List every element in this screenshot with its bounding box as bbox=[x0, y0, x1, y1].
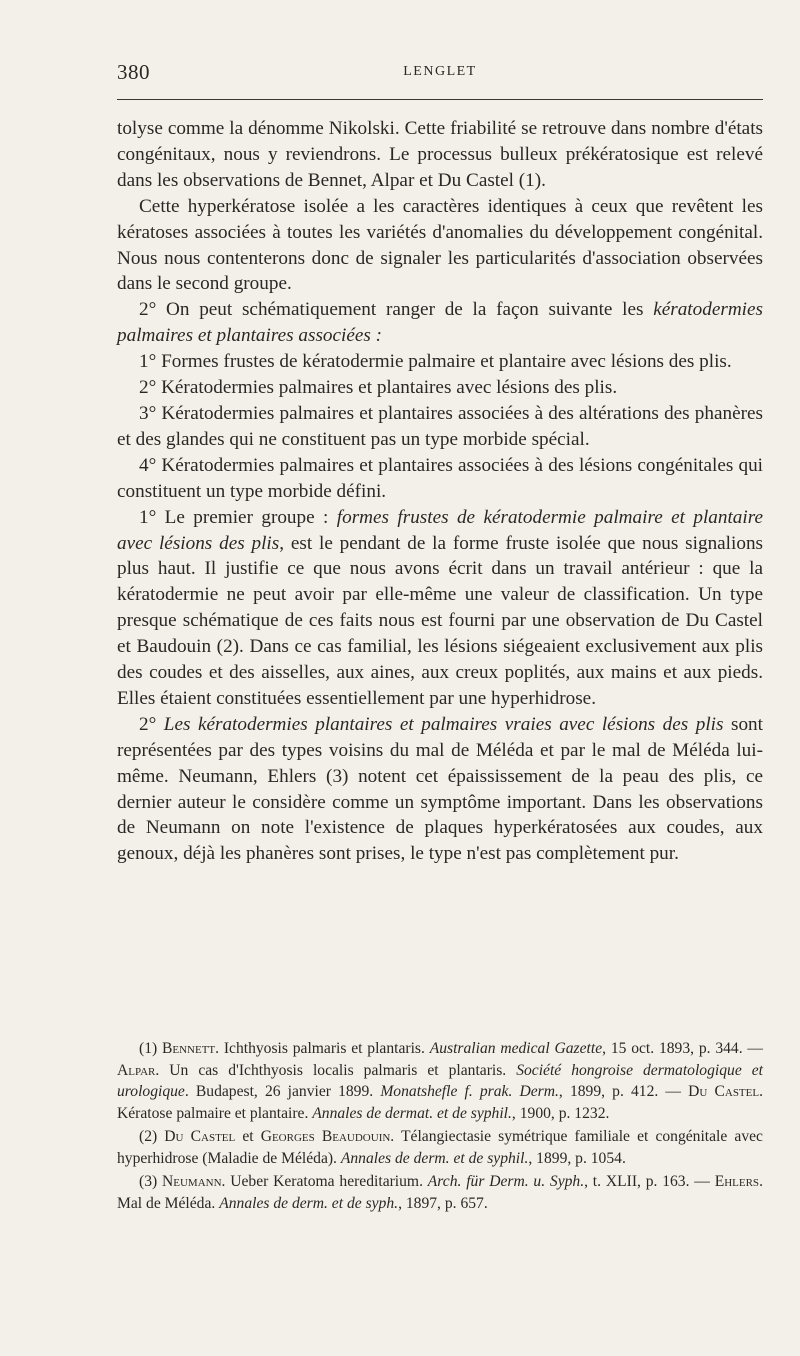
author-name: Du Castel bbox=[688, 1083, 760, 1100]
author-name: Georges Beaudouin bbox=[260, 1128, 391, 1145]
page-number: 380 bbox=[117, 60, 150, 84]
list-item: 2° Kératodermies palmaires et plantaires avec lésions des plis. bbox=[139, 377, 618, 399]
paragraph: tolyse comme la dénomme Nikolski. Cette friabilité se retrouve dans nombre d'états congénitaux, nous y reviendrons. Le processus bulleux prékératosique est relevé dans les observations de Bennet, Alpar et Du Castel (1). bbox=[117, 118, 763, 191]
text-run: . Budapest, 26 janvier 1899. bbox=[184, 1083, 381, 1100]
paragraph: Cette hyperkératose isolée a les caractères identiques à ceux que revêtent les kératoses associées à toutes les variétés d'anomalies du développement congénital. Nous nous contenterons donc de signaler les particularités d'association observées dans le second groupe. bbox=[117, 195, 763, 295]
list-item: 4° Kératodermies palmaires et plantaires associées à des lésions congénitales qui constituent un type morbide défini. bbox=[117, 454, 763, 502]
paragraph bbox=[117, 712, 763, 867]
footnote-number: (1) bbox=[139, 1040, 162, 1057]
footnotes bbox=[117, 1038, 763, 1216]
text-run: . Ichthyosis palmaris et plantaris. bbox=[215, 1040, 430, 1057]
journal-title: Annales de derm. et de syphil. bbox=[340, 1149, 529, 1167]
body-text bbox=[117, 116, 763, 867]
text-run: , 1900, p. 1232. bbox=[511, 1104, 610, 1122]
author-name: Ehlers bbox=[714, 1173, 760, 1190]
text-run: . Ueber Keratoma hereditarium. bbox=[221, 1173, 428, 1190]
text-run: , 1899, p. 1054. bbox=[528, 1149, 626, 1167]
text-run: , t. XLII, p. 163. — bbox=[584, 1173, 715, 1190]
footnote-1 bbox=[117, 1038, 763, 1124]
journal-title: Arch. für Derm. u. Syph. bbox=[427, 1173, 585, 1190]
italic-text: formes frustes de kératodermie palmaire et plantaire avec lésions des plis bbox=[117, 506, 764, 554]
author-name: Neumann bbox=[161, 1173, 222, 1190]
header-rule bbox=[117, 99, 763, 100]
text-run: . Kératose palmaire et plantaire. bbox=[117, 1083, 764, 1122]
text-run: . Télangiectasie symétrique familiale et congénitale avec hyperhidrose (Maladie de Méléda). bbox=[117, 1128, 763, 1167]
text-run: et bbox=[235, 1128, 261, 1145]
journal-title: Société hongroise dermatologique et urologique bbox=[117, 1061, 764, 1100]
journal-title: Australian medical Gazette bbox=[429, 1040, 603, 1057]
paragraph bbox=[117, 297, 763, 349]
text-run: 2° bbox=[139, 713, 164, 735]
footnote-2 bbox=[117, 1126, 763, 1169]
footnote-number: (2) bbox=[139, 1128, 165, 1145]
text-run: . Un cas d'Ichthyosis localis palmaris et plantaris. bbox=[155, 1061, 517, 1079]
text-run: 2° On peut schématiquement ranger de la façon suivante les bbox=[139, 299, 654, 321]
journal-title: Annales de dermat. et de syphil. bbox=[312, 1104, 512, 1122]
text-run: 1° Le premier groupe : bbox=[139, 506, 337, 528]
text-run: , 1897, p. 657. bbox=[398, 1194, 488, 1212]
text-run: , 1899, p. 412. — bbox=[558, 1083, 689, 1100]
journal-title: Monatshefle f. prak. Derm. bbox=[380, 1083, 559, 1100]
running-head: LENGLET bbox=[403, 64, 477, 79]
journal-title: Annales de derm. et de syph. bbox=[219, 1194, 399, 1212]
author-name: Alpar bbox=[117, 1061, 156, 1079]
text-run: . Mal de Méléda. bbox=[117, 1173, 763, 1212]
author-name: Du Castel bbox=[164, 1128, 236, 1145]
list-item: 3° Kératodermies palmaires et plantaires associées à des altérations des phanères et des glandes qui ne constituent pas un type morbide spécial. bbox=[117, 402, 763, 450]
footnote-number: (3) bbox=[139, 1173, 162, 1190]
text-run: sont représentées par des types voisins du mal de Méléda et par le mal de Méléda lui-même. Neumann, Ehlers (3) notent cet épaississement de la peau des plis, ce dernier auteur le considère comme un symptôme important. Dans les observations de Neumann on note l'existence de plaques hyperkératosées aux coudes, aux genoux, déjà les phanères sont prises, le type n'est pas complètement pur. bbox=[117, 713, 763, 865]
list-item: 1° Formes frustes de kératodermie palmaire et plantaire avec lésions des plis. bbox=[139, 351, 732, 373]
text-run: , est le pendant de la forme fruste isolée que nous signalions plus haut. Il justifie ce que nous avons écrit dans un travail antérieur : que la kératodermie ne peut avoir par elle-même une valeur de classification. Un type presque schématique de ces faits nous est fourni par une observation de Du Castel et Baudouin (2). Dans ce cas familial, les lésions siégeaient exclusivement aux plis des coudes et des aisselles, aux aines, aux creux poplités, aux mains et aux pieds. Elles étaient constituées essentiellement par une hyperhidrose. bbox=[117, 532, 763, 709]
footnote-3 bbox=[117, 1171, 763, 1214]
italic-text: kératodermies palmaires et plantaires associées : bbox=[117, 299, 763, 347]
italic-text: Les kératodermies plantaires et palmaires vraies avec lésions des plis bbox=[163, 713, 724, 735]
page-header bbox=[117, 60, 763, 92]
text-run: , 15 oct. 1893, p. 344. — bbox=[602, 1040, 763, 1057]
paragraph bbox=[117, 505, 763, 712]
author-name: Bennett bbox=[161, 1040, 216, 1057]
